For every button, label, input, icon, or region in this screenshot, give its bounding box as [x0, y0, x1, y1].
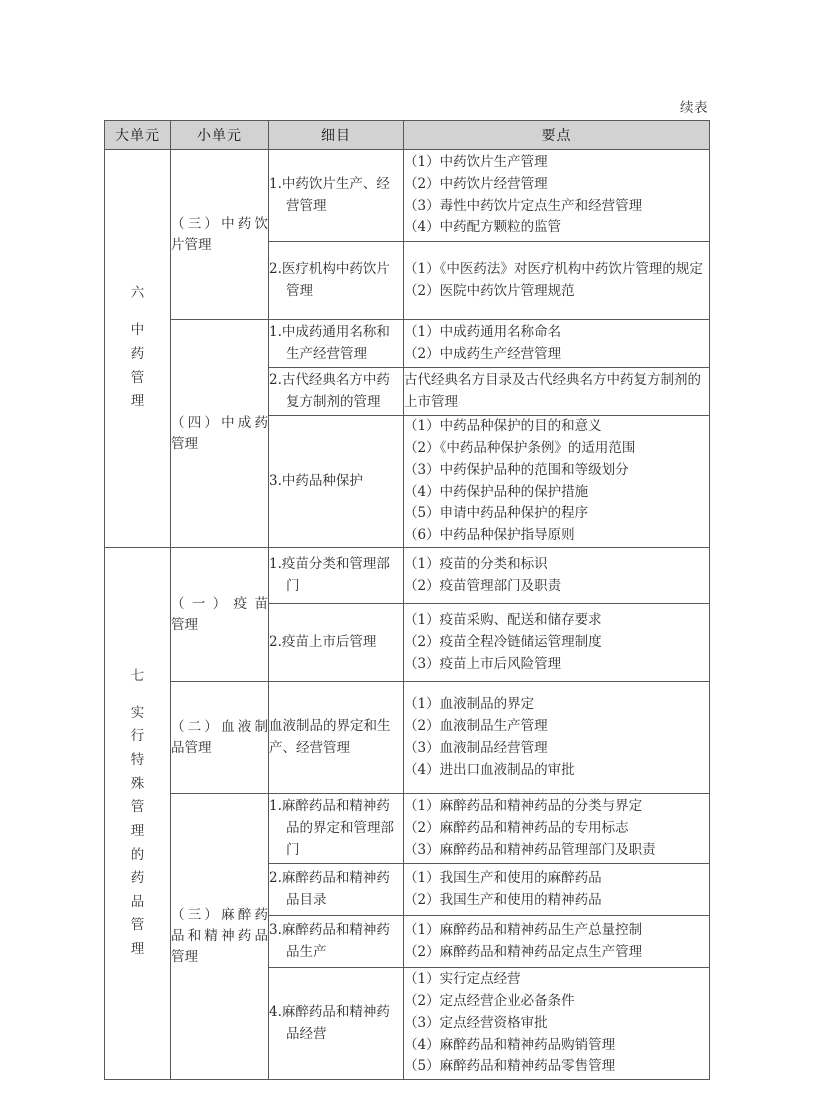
column-header-detail: 细目	[269, 121, 404, 150]
point-item: （5）麻醉药品和精神药品零售管理	[404, 1058, 616, 1075]
point-item: （1）中药饮片生产管理	[404, 153, 548, 170]
points-cell	[404, 682, 710, 794]
points-cell	[404, 968, 710, 1080]
big-unit-name-char: 特	[130, 752, 145, 769]
sub-unit-label-line: 品和精神药品	[171, 928, 268, 945]
column-header-points: 要点	[404, 121, 710, 150]
point-item: （2）麻醉药品和精神药品的专用标志	[404, 819, 629, 836]
detail-cell	[269, 604, 404, 682]
big-unit-number: 七	[130, 667, 145, 684]
detail-cell	[269, 416, 404, 548]
sub-unit-label-line: 片管理	[171, 236, 212, 253]
point-text: 古代经典名方目录及古代经典名方中药复方制剂的上市管理	[404, 371, 701, 410]
point-item: （2）疫苗管理部门及职责	[404, 577, 562, 594]
table-header	[105, 121, 710, 150]
big-unit-name	[131, 319, 145, 414]
point-item: （1）《中医药法》对医疗机构中药饮片管理的规定	[404, 260, 703, 277]
big-unit-name-char: 药	[130, 346, 145, 363]
points-cell	[404, 604, 710, 682]
point-item: （1）麻醉药品和精神药品的分类与界定	[404, 797, 643, 814]
points-cell	[404, 150, 710, 242]
detail-text: 3.麻醉药品和精神药品生产	[269, 921, 390, 960]
big-unit-name-char: 理	[130, 822, 145, 839]
sub-unit-cell	[171, 794, 269, 1080]
point-item: （4）中药配方颗粒的监管	[404, 219, 562, 236]
big-unit-name-char: 理	[130, 393, 145, 410]
table-row	[105, 794, 710, 864]
sub-unit-label-line: 管理	[171, 949, 198, 966]
table-row	[105, 320, 710, 368]
point-item: （6）中药品种保护指导原则	[404, 527, 575, 544]
big-unit-cell	[105, 548, 171, 1080]
detail-text: 2.古代经典名方中药复方制剂的管理	[269, 371, 390, 410]
big-unit-name-char: 药	[130, 870, 145, 887]
point-item: （2）定点经营企业必备条件	[404, 992, 575, 1009]
column-header-big-unit: 大单元	[105, 121, 171, 150]
table-row	[105, 150, 710, 242]
points-cell	[404, 416, 710, 548]
points-cell	[404, 794, 710, 864]
continuation-table-label: 续表	[680, 100, 708, 116]
point-item: （2）医院中药饮片管理规范	[404, 282, 575, 299]
detail-text: 2.麻醉药品和精神药品目录	[269, 869, 390, 908]
point-item: （1）我国生产和使用的麻醉药品	[404, 869, 602, 886]
detail-text: 血液制品的界定和生产、经营管理	[269, 717, 391, 756]
point-item: （3）中药保护品种的范围和等级划分	[404, 461, 629, 478]
sub-unit-cell	[171, 150, 269, 320]
detail-cell	[269, 916, 404, 968]
point-item: （1）实行定点经营	[404, 971, 521, 987]
sub-unit-cell	[171, 320, 269, 548]
big-unit-cell	[105, 150, 171, 548]
big-unit-name-char: 理	[130, 941, 145, 958]
point-item: （3）疫苗上市后风险管理	[404, 655, 562, 672]
big-unit-number: 六	[130, 285, 145, 302]
point-item: （3）毒性中药饮片定点生产和经营管理	[404, 197, 643, 214]
detail-text: 2.医疗机构中药饮片管理	[269, 260, 390, 299]
point-item: （2）《中药品种保护条例》的适用范围	[404, 439, 636, 456]
points-cell	[404, 864, 710, 916]
detail-cell	[269, 320, 404, 368]
detail-cell	[269, 968, 404, 1080]
sub-unit-label-line: （一）疫苗	[171, 595, 268, 612]
sub-unit-cell	[171, 682, 269, 794]
column-header-sub-unit: 小单元	[171, 121, 269, 150]
point-item: （1）麻醉药品和精神药品生产总量控制	[404, 921, 643, 938]
detail-text: 1.麻醉药品和精神药品的界定和管理部门	[269, 797, 394, 858]
big-unit-name-char: 品	[130, 893, 145, 910]
detail-text: 2.疫苗上市后管理	[269, 633, 377, 650]
detail-cell	[269, 864, 404, 916]
detail-cell	[269, 682, 404, 794]
points-cell	[404, 916, 710, 968]
big-unit-name-char: 殊	[130, 775, 145, 792]
detail-text: 1.疫苗分类和管理部门	[269, 555, 390, 594]
point-item: （2）我国生产和使用的精神药品	[404, 891, 602, 908]
big-unit-name	[131, 702, 145, 962]
point-item: （3）定点经营资格审批	[404, 1014, 548, 1031]
sub-unit-label-line: （三）中药饮	[171, 215, 268, 232]
detail-cell	[269, 242, 404, 320]
sub-unit-label-line: 管理	[171, 435, 198, 452]
detail-text: 1.中药饮片生产、经营管理	[269, 175, 390, 214]
big-unit-name-char: 行	[130, 728, 145, 745]
points-cell	[404, 242, 710, 320]
big-unit-name-char: 管	[130, 369, 145, 386]
points-cell	[404, 548, 710, 604]
syllabus-table	[104, 120, 710, 1080]
table-row	[105, 682, 710, 794]
table-body	[105, 150, 710, 1080]
point-item: （1）疫苗的分类和标识	[404, 555, 548, 572]
detail-text: 4.麻醉药品和精神药品经营	[269, 1003, 390, 1042]
point-item: （1）中药品种保护的目的和意义	[404, 418, 602, 434]
point-item: （2）疫苗全程冷链储运管理制度	[404, 633, 602, 650]
point-item: （1）疫苗采购、配送和储存要求	[404, 611, 602, 628]
point-item: （5）申请中药品种保护的程序	[404, 505, 589, 522]
detail-cell	[269, 548, 404, 604]
big-unit-name-char: 中	[130, 322, 145, 339]
points-cell	[404, 368, 710, 416]
sub-unit-label-line: （四）中成药	[171, 414, 268, 431]
point-item: （4）麻醉药品和精神药品购销管理	[404, 1036, 616, 1053]
points-cell	[404, 320, 710, 368]
point-item: （3）麻醉药品和精神药品管理部门及职责	[404, 841, 656, 858]
sub-unit-label-line: 品管理	[171, 739, 212, 756]
point-item: （1）中成药通用名称命名	[404, 323, 562, 340]
big-unit-name-char: 的	[130, 846, 145, 863]
point-item: （4）进出口血液制品的审批	[404, 761, 575, 778]
detail-cell	[269, 794, 404, 864]
point-item: （1）血液制品的界定	[404, 695, 535, 712]
detail-text: 3.中药品种保护	[269, 472, 363, 489]
point-item: （2）中药饮片经营管理	[404, 175, 548, 192]
point-item: （4）中药保护品种的保护措施	[404, 483, 589, 500]
point-item: （2）中成药生产经营管理	[404, 345, 562, 362]
big-unit-name-char: 管	[130, 799, 145, 816]
big-unit-name-char: 实	[130, 704, 145, 721]
sub-unit-label-line: （三）麻醉药	[171, 907, 268, 924]
sub-unit-cell	[171, 548, 269, 682]
point-item: （3）血液制品经营管理	[404, 739, 548, 756]
point-item: （2）血液制品生产管理	[404, 717, 548, 734]
detail-cell	[269, 150, 404, 242]
table-row	[105, 548, 710, 604]
sub-unit-label-line: （二）血液制	[171, 718, 268, 735]
detail-text: 1.中成药通用名称和生产经营管理	[269, 323, 390, 362]
detail-cell	[269, 368, 404, 416]
sub-unit-label-line: 管理	[171, 616, 198, 633]
point-item: （2）麻醉药品和精神药品定点生产管理	[404, 943, 643, 960]
big-unit-name-char: 管	[130, 917, 145, 934]
table-header-row	[105, 121, 710, 150]
